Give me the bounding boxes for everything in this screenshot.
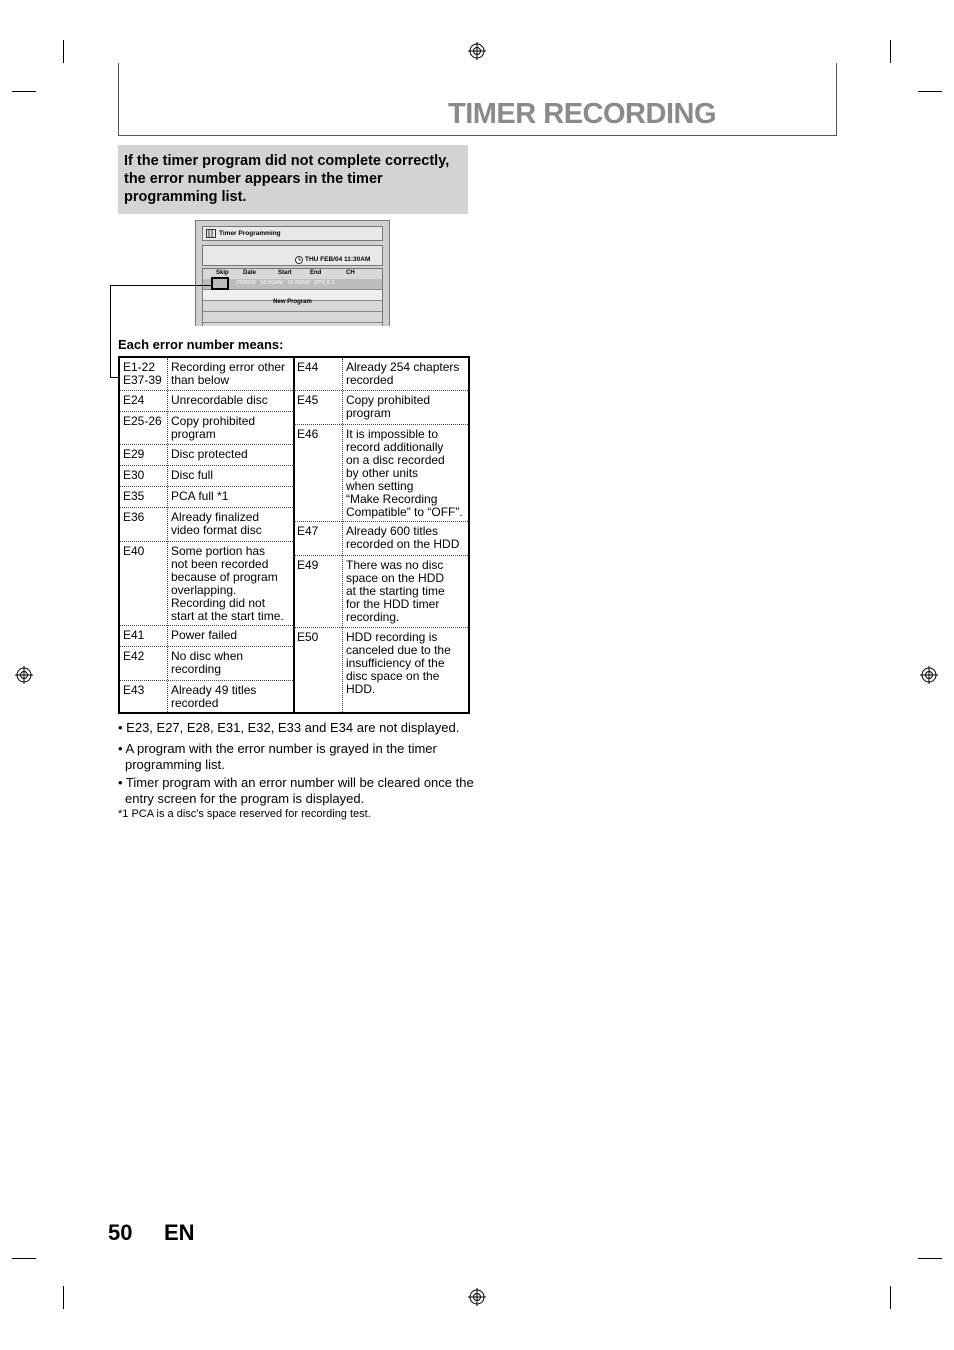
crop-mark (890, 1286, 891, 1309)
note: • Timer program with an error number will be cleared once the entry screen for the program is displayed. (118, 775, 474, 806)
error-row: E24 Unrecordable disc (120, 391, 293, 412)
crop-mark (918, 1258, 942, 1259)
registration-mark-icon (15, 666, 33, 684)
intro-box (118, 145, 468, 214)
error-row: E47 Already 600 titles recorded on the HDD (294, 522, 468, 556)
error-row: E41 Power failed (120, 626, 293, 647)
error-row: E35 PCA full *1 (120, 487, 293, 508)
registration-mark-icon (920, 666, 938, 684)
crop-mark (890, 40, 891, 63)
callout-line (110, 285, 111, 378)
col-end: End (310, 270, 322, 276)
error-row: E43 Already 49 titles recorded (123, 683, 257, 710)
col-date: Date (243, 270, 257, 276)
screen-title: Timer Programming (219, 230, 281, 237)
error-heading: Each error number means: (118, 337, 284, 352)
crop-mark (63, 40, 64, 63)
registration-mark-icon (468, 1288, 486, 1306)
error-row: E45 Copy prohibited program (294, 391, 468, 425)
error-program-row-text: FEB/05 10:00AM 11:00AM DTV 6.1 (237, 280, 335, 286)
error-number-callout (211, 277, 229, 290)
error-program-row (203, 279, 382, 289)
note: • E23, E27, E28, E31, E32, E33 and E34 are not displayed. (118, 720, 460, 735)
screen-table (202, 268, 383, 326)
col-skip: Skip (216, 270, 229, 276)
col-start: Start (278, 270, 292, 276)
error-row: E44 Already 254 chapters recorded (294, 358, 468, 391)
crop-mark (12, 91, 36, 92)
screen-title-bar (202, 226, 383, 241)
error-row: E49 There was no disc space on the HDD at the starting time for the HDD timer recording. (294, 556, 468, 628)
col-ch: CH (346, 270, 355, 276)
error-row: E29 Disc protected (120, 445, 293, 466)
screen-clock-bar (202, 245, 383, 266)
callout-line (110, 285, 213, 286)
page-number: 50 (108, 1220, 133, 1245)
empty-row (203, 302, 382, 312)
error-row: E36 Already finalized video format disc (120, 508, 293, 542)
error-row: E42 No disc when recording (120, 647, 293, 681)
new-program-row[interactable] (203, 289, 382, 305)
error-row: E46 It is impossible to record additionally on a disc recorded by other units when setting “Make Recording Compatible” to “OFF”. (294, 425, 468, 522)
error-row: E30 Disc full (120, 466, 293, 487)
error-table-right (293, 356, 470, 714)
error-row: E25-26 Copy prohibited program (120, 412, 293, 445)
registration-mark-icon (468, 42, 486, 60)
clock-icon (295, 256, 303, 264)
crop-mark (918, 91, 942, 92)
error-row: E40 Some portion has not been recorded because of program overlapping. Recording did not start at the start time. (120, 542, 293, 626)
intro-text: If the timer program did not complete correctly, the error number appears in the timer programming list. (124, 153, 450, 205)
empty-row (203, 313, 382, 323)
new-program-label: New Program (273, 299, 312, 305)
timer-programming-screen (195, 220, 390, 326)
footnote: *1 PCA is a disc's space reserved for recording test. (118, 808, 371, 820)
timer-programming-icon (206, 229, 216, 238)
page-language: EN (164, 1220, 195, 1245)
page-title: TIMER RECORDING (448, 98, 716, 130)
crop-mark (12, 1258, 36, 1259)
error-row: E50 HDD recording is canceled due to the insufficiency of the disc space on the HDD. (297, 630, 451, 696)
screen-datetime: THU FEB/04 11:30AM (305, 256, 371, 263)
error-table-left (118, 356, 295, 714)
error-row: E1-22 E37-39 Recording error other than below (120, 358, 293, 391)
crop-mark (63, 1286, 64, 1309)
note: • A program with the error number is grayed in the timer programming list. (118, 741, 437, 772)
